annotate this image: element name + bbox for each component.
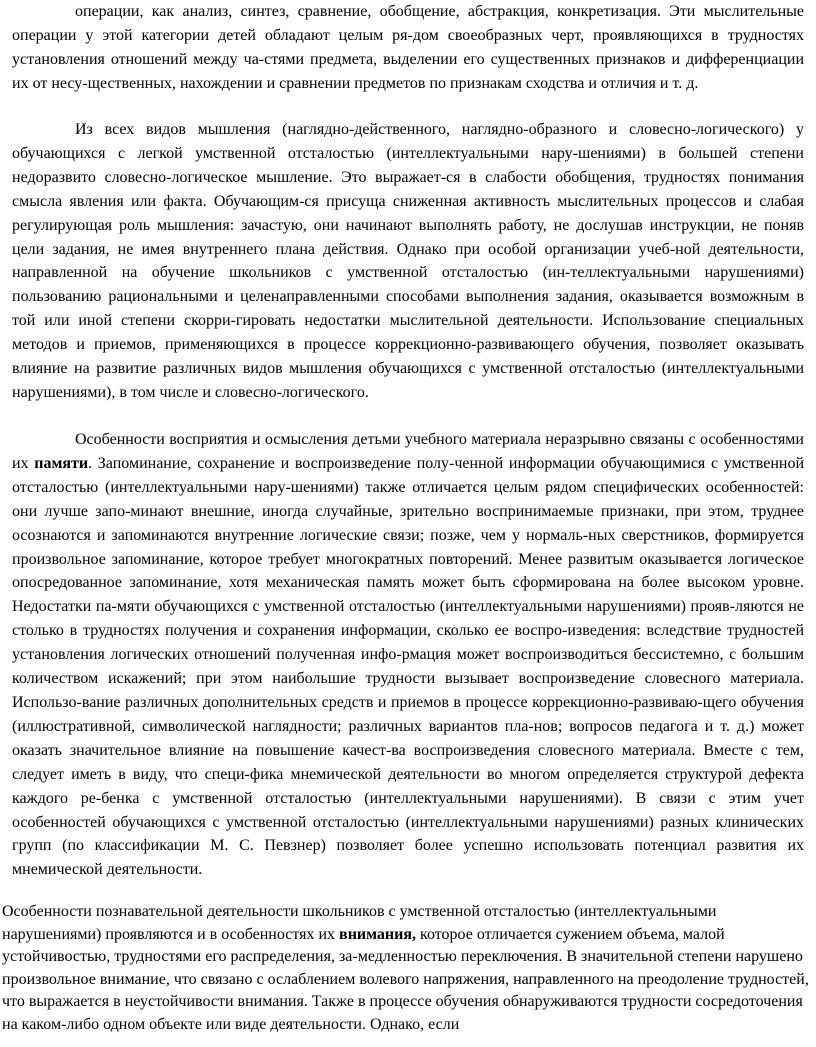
paragraph-memory [12, 428, 804, 882]
paragraph-text-before: Особенности познавательной деятельности школьников с умственной отсталостью (интеллектуальными нарушениями) проявляются и в особенностях их [2, 903, 717, 943]
paragraph-lead-indent [12, 3, 75, 20]
paragraph-text-before: Особенности восприятия и осмысления детьми учебного материала неразрывно связаны с особенностями их [12, 431, 804, 472]
paragraph-attention [2, 901, 812, 1037]
paragraph-verbal-logical-thinking: Из всех видов мышления (наглядно-действенного, наглядно-образного и словесно-логического) у обучающихся с легкой умственной отсталостью (интеллектуальными нару-шениями) в большей степени недоразвито словесно-логическое мышление. Это выражает-ся в слабости обобщения, трудностях понимания смысла явления или факта. Обучающим-ся присуща сниженная активность мыслительных процессов и слабая регулирующая роль мышления: зачастую, они начинают выполнять работу, не дослушав инструкции, не поняв цели задания, не имея внутреннего плана действия. Однако при особой организации учеб-ной деятельности, направленной на обучение школьников с умственной отсталостью (ин-теллектуальными нарушениями) пользованию рациональными и целенаправленными способами выполнения задания, оказывается возможным в той или иной степени скорри-гировать недостатки мыслительной деятельности. Использование специальных методов и приемов, применяющихся в процессе коррекционно-развивающего обучения, позволяет оказывать влияние на развитие различных видов мышления обучающихся с умственной отсталостью (интеллектуальными нарушениями), в том числе и словесно-логического. [12, 121, 804, 401]
paragraph-text-after: которое отличается сужением объема, малой устойчивостью, трудностями его распределения, за-медленностью переключения. В значительной степени нарушено произвольное внимание, что связано с ослаблением волевого напряжения, направленного на преодоление трудностей, что выражается в неустойчивости внимания. Также в процессе обучения обнаруживаются трудности сосредоточения на каком-либо одном объекте или виде деятельности. Однако, если [2, 925, 809, 1033]
bold-term-memory: памяти [34, 454, 89, 472]
bold-term-attention: внимания, [339, 925, 417, 943]
paragraph-thinking-operations [12, 0, 804, 96]
paragraph-text-after: . Запоминание, сохранение и воспроизведение полу-ченной информации обучающимися с умственной отсталостью (интеллектуальными нару-шениями) также отличается целым рядом специфических особенностей: они лучше запо-минают внешние, иногда случайные, зрительно воспринимаемые признаки, при этом, труднее осознаются и запоминаются внутренние логические связи; позже, чем у нормаль-ных сверстников, формируется произвольное запоминание, которое требует многократных повторений. Менее развитым оказывается логическое опосредованное запоминание, хотя механическая память может быть сформирована на более высоком уровне. Недостатки па-мяти обучающихся с умственной отсталостью (интеллектуальными нарушениями) прояв-ляются не столько в трудностях получения и сохранения информации, сколько ее воспро-изведения: вследствие трудностей установления логических отношений полученная инфо-рмация может воспроизводиться бессистемно, с большим количеством искажений; при этом наибольшие трудности вызывает воспроизведение словесного материала. Использо-вание различных дополнительных средств и приемов в процессе коррекционно-развиваю-щего обучения (иллюстративной, символической наглядности; различных вариантов пла-нов; вопросов педагога и т. д.) может оказать значительное влияние на повышение качест-ва воспроизведения словесного материала. Вместе с тем, следует иметь в виду, что специ-фика мнемической деятельности во многом определяется структурой дефекта каждого ре-бенка с умственной отсталостью (интеллектуальными нарушениями). В связи с этим учет особенностей обучающихся с умственной отсталостью (интеллектуальными нарушениями) разных клинических групп (по классификации М. С. Певзнер) позволяет более успешно использовать потенциал развития их мнемической деятельности. [12, 454, 805, 879]
paragraph-text: операции, как анализ, синтез, сравнение, обобщение, абстракция, конкретизация. Эти мыслительные операции у этой категории детей обладают целым ря-дом своеобразных черт, проявляющихся в трудностях установления отношений между ча-стями предмета, выделении его существенных признаков и дифференциации их от несу-щественных, нахождении и сравнении предметов по признакам сходства и отличия и т. д. [12, 3, 804, 92]
